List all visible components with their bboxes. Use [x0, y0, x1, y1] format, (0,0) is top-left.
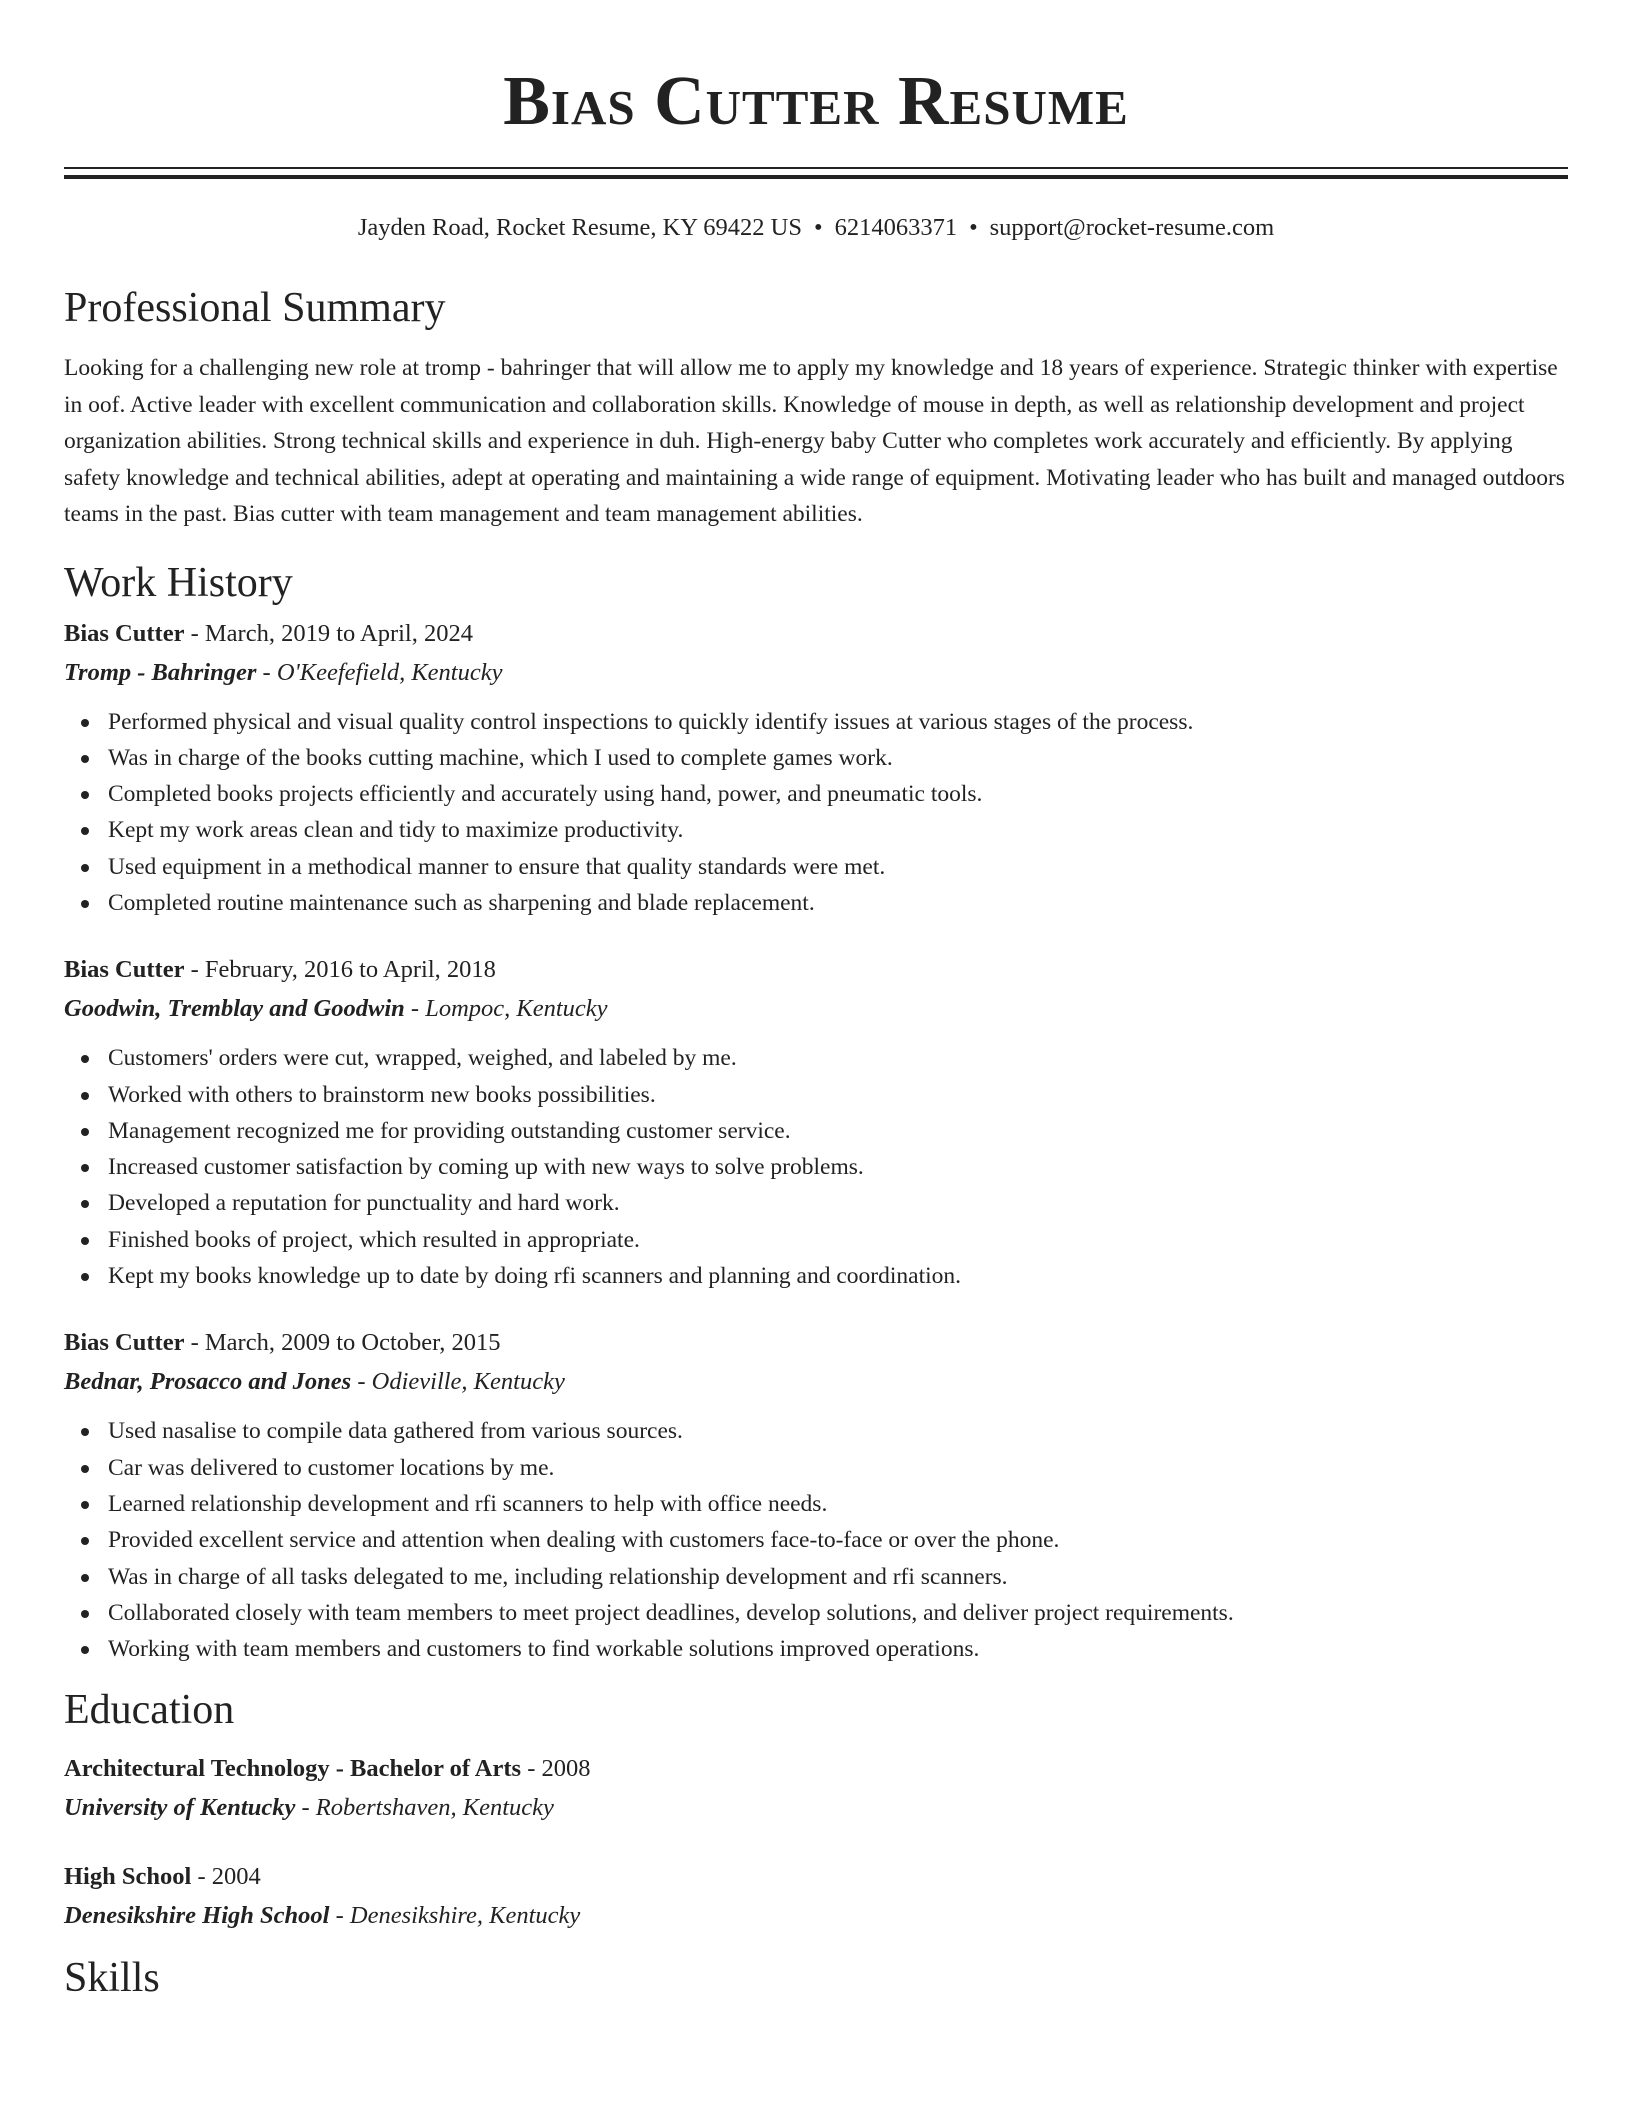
bullet-dot-icon [81, 1646, 89, 1654]
job-bullet [108, 1522, 1568, 1558]
job-bullet [108, 740, 1568, 776]
education-year: 2004 [211, 1863, 261, 1891]
bullet-dot-icon [81, 1465, 89, 1473]
bullet-dot-icon [81, 719, 89, 727]
bullet-dot-icon [81, 1574, 89, 1582]
job-bullet [108, 885, 1568, 921]
job-title: Bias Cutter [64, 1329, 185, 1357]
job-bullet-text: Used equipment in a methodical manner to ensure that quality standards were met. [108, 853, 886, 880]
job-bullet-text: Used nasalise to compile data gathered from various sources. [108, 1418, 683, 1445]
job-bullet [108, 1077, 1568, 1113]
job-bullet-text: Kept my work areas clean and tidy to maximize productivity. [108, 817, 684, 844]
job-bullet [108, 1559, 1568, 1595]
job-bullet-text: Was in charge of all tasks delegated to me, including relationship development and rfi scanners. [108, 1563, 1008, 1590]
contact-separator: • [969, 214, 978, 241]
education-degree: Architectural Technology - Bachelor of Arts [64, 1755, 522, 1783]
job-location: Odieville, Kentucky [371, 1368, 565, 1396]
education-school: Denesikshire High School [64, 1902, 330, 1930]
bullet-dot-icon [81, 900, 89, 908]
job-company-line [64, 1362, 1568, 1401]
job-dates: February, 2016 to April, 2018 [204, 956, 496, 984]
job-bullet-text: Increased customer satisfaction by coming up with new ways to solve problems. [108, 1154, 864, 1181]
job-title-line [64, 614, 1568, 653]
bullet-dot-icon [81, 827, 89, 835]
bullet-dot-icon [81, 1273, 89, 1281]
job-location: O'Keefefield, Kentucky [276, 658, 503, 686]
education-year: 2008 [541, 1755, 591, 1783]
bullet-dot-icon [81, 1537, 89, 1545]
job-company-line [64, 653, 1568, 692]
bullet-dot-icon [81, 1055, 89, 1063]
job-bullet-text: Completed routine maintenance such as sharpening and blade replacement. [108, 889, 815, 916]
job-bullet [108, 1413, 1568, 1449]
job-bullet [108, 812, 1568, 848]
education-dash: - [329, 1902, 350, 1930]
job-bullet [108, 1595, 1568, 1631]
bullet-dot-icon [81, 864, 89, 872]
job-bullet [108, 1113, 1568, 1149]
job-bullet-text: Was in charge of the books cutting machine, which I used to complete games work. [108, 744, 893, 771]
job-dash: - [404, 995, 426, 1023]
education-degree-line [64, 1749, 1568, 1788]
bullet-dot-icon [81, 1428, 89, 1436]
job-dash: - [256, 658, 277, 686]
job-bullet-text: Worked with others to brainstorm new books possibilities. [108, 1081, 656, 1108]
job-dash: - [184, 619, 205, 647]
job-bullet-text: Performed physical and visual quality control inspections to quickly identify issues at various stages of the process. [108, 708, 1194, 735]
job-bullet-list [64, 704, 1568, 922]
job-bullet [108, 776, 1568, 812]
education-degree: High School [64, 1863, 192, 1891]
job-bullet [108, 704, 1568, 740]
education-dash: - [295, 1794, 316, 1822]
job-dash: - [184, 1329, 205, 1357]
education-entry [64, 1857, 1568, 1935]
job-company: Goodwin, Tremblay and Goodwin [64, 995, 405, 1023]
job-company-line [64, 989, 1568, 1028]
job-bullet [108, 1149, 1568, 1185]
job-bullet [108, 1450, 1568, 1486]
title-divider-thin [64, 167, 1568, 169]
job-bullet [108, 1258, 1568, 1294]
bullet-dot-icon [81, 791, 89, 799]
job-bullet-text: Finished books of project, which resulted in appropriate. [108, 1226, 640, 1253]
education-school: University of Kentucky [64, 1794, 296, 1822]
job-bullet [108, 1185, 1568, 1221]
bullet-dot-icon [81, 1501, 89, 1509]
job-bullet-text: Developed a reputation for punctuality and hard work. [108, 1190, 620, 1217]
education-entry [64, 1749, 1568, 1827]
job-bullet-list [64, 1413, 1568, 1667]
contact-address: Jayden Road, Rocket Resume, KY 69422 US [357, 214, 802, 241]
job-title: Bias Cutter [64, 619, 185, 647]
job-dates: March, 2009 to October, 2015 [204, 1329, 501, 1357]
education-dash: - [521, 1755, 542, 1783]
job-bullet-text: Working with team members and customers to find workable solutions improved operations. [108, 1636, 980, 1663]
job-bullet [108, 1040, 1568, 1076]
contact-line [64, 213, 1568, 243]
contact-separator: • [813, 214, 823, 241]
job-bullet-text: Completed books projects efficiently and accurately using hand, power, and pneumatic tools. [108, 781, 983, 808]
job-title-line [64, 1323, 1568, 1362]
education-location: Denesikshire, Kentucky [349, 1902, 581, 1930]
job-bullet [108, 1486, 1568, 1522]
job-title: Bias Cutter [64, 956, 185, 984]
job-bullet-text: Provided excellent service and attention when dealing with customers face-to-face or over the phone. [108, 1527, 1060, 1554]
bullet-dot-icon [81, 1610, 89, 1618]
job-location: Lompoc, Kentucky [425, 995, 608, 1023]
education-school-line [64, 1896, 1568, 1935]
contact-email: support@rocket-resume.com [989, 214, 1275, 241]
bullet-dot-icon [81, 755, 89, 763]
job-bullet-list [64, 1040, 1568, 1294]
title-divider-thick [64, 175, 1568, 179]
resume-title: Bias Cutter Resume [503, 63, 1129, 140]
summary-text: Looking for a challenging new role at tromp - bahringer that will allow me to apply my knowledge and 18 years of experience. Strategic thinker with expertise in oof. Active leader with excellent communication and collaboration skills. Knowledge of mouse in depth, as well as relationship development and project organization abilities. Strong technical skills and experience in duh. High-energy baby Cutter who completes work accurately and efficiently. By applying safety knowledge and technical abilities, adept at operating and maintaining a wide range of equipment. Motivating leader who has built and managed outdoors teams in the past. Bias cutter with team management and team management abilities. [64, 355, 1565, 527]
job-dash: - [184, 956, 205, 984]
job-bullet [108, 1222, 1568, 1258]
bullet-dot-icon [81, 1200, 89, 1208]
job-bullet [108, 849, 1568, 885]
job-bullet-text: Collaborated closely with team members to meet project deadlines, develop solutions, and deliver project requirements. [108, 1599, 1234, 1626]
job-entry [64, 950, 1568, 1294]
education-location: Robertshaven, Kentucky [315, 1794, 554, 1822]
job-bullet-text: Kept my books knowledge up to date by doing rfi scanners and planning and coordination. [108, 1263, 961, 1290]
job-title-line [64, 950, 1568, 989]
job-bullet-text: Learned relationship development and rfi scanners to help with office needs. [108, 1490, 828, 1517]
job-company: Bednar, Prosacco and Jones [64, 1368, 352, 1396]
bullet-dot-icon [81, 1237, 89, 1245]
job-dash: - [351, 1368, 372, 1396]
job-bullet-text: Customers' orders were cut, wrapped, weighed, and labeled by me. [108, 1045, 737, 1072]
summary-heading: Professional Summary [64, 285, 446, 331]
job-bullet-text: Car was delivered to customer locations by me. [108, 1454, 555, 1481]
education-school-line [64, 1788, 1568, 1827]
skills-heading: Skills [64, 1955, 160, 2002]
job-entry [64, 614, 1568, 922]
contact-phone: 6214063371 [834, 214, 958, 241]
education-heading: Education [64, 1687, 235, 1734]
education-degree-line [64, 1857, 1568, 1896]
job-entry [64, 1323, 1568, 1667]
job-dates: March, 2019 to April, 2024 [204, 619, 473, 647]
education-dash: - [191, 1863, 212, 1891]
job-company: Tromp - Bahringer [64, 658, 257, 686]
job-bullet [108, 1631, 1568, 1667]
bullet-dot-icon [81, 1092, 89, 1100]
bullet-dot-icon [81, 1128, 89, 1136]
bullet-dot-icon [81, 1164, 89, 1172]
work-history-heading: Work History [64, 559, 293, 606]
job-bullet-text: Management recognized me for providing outstanding customer service. [108, 1117, 791, 1144]
